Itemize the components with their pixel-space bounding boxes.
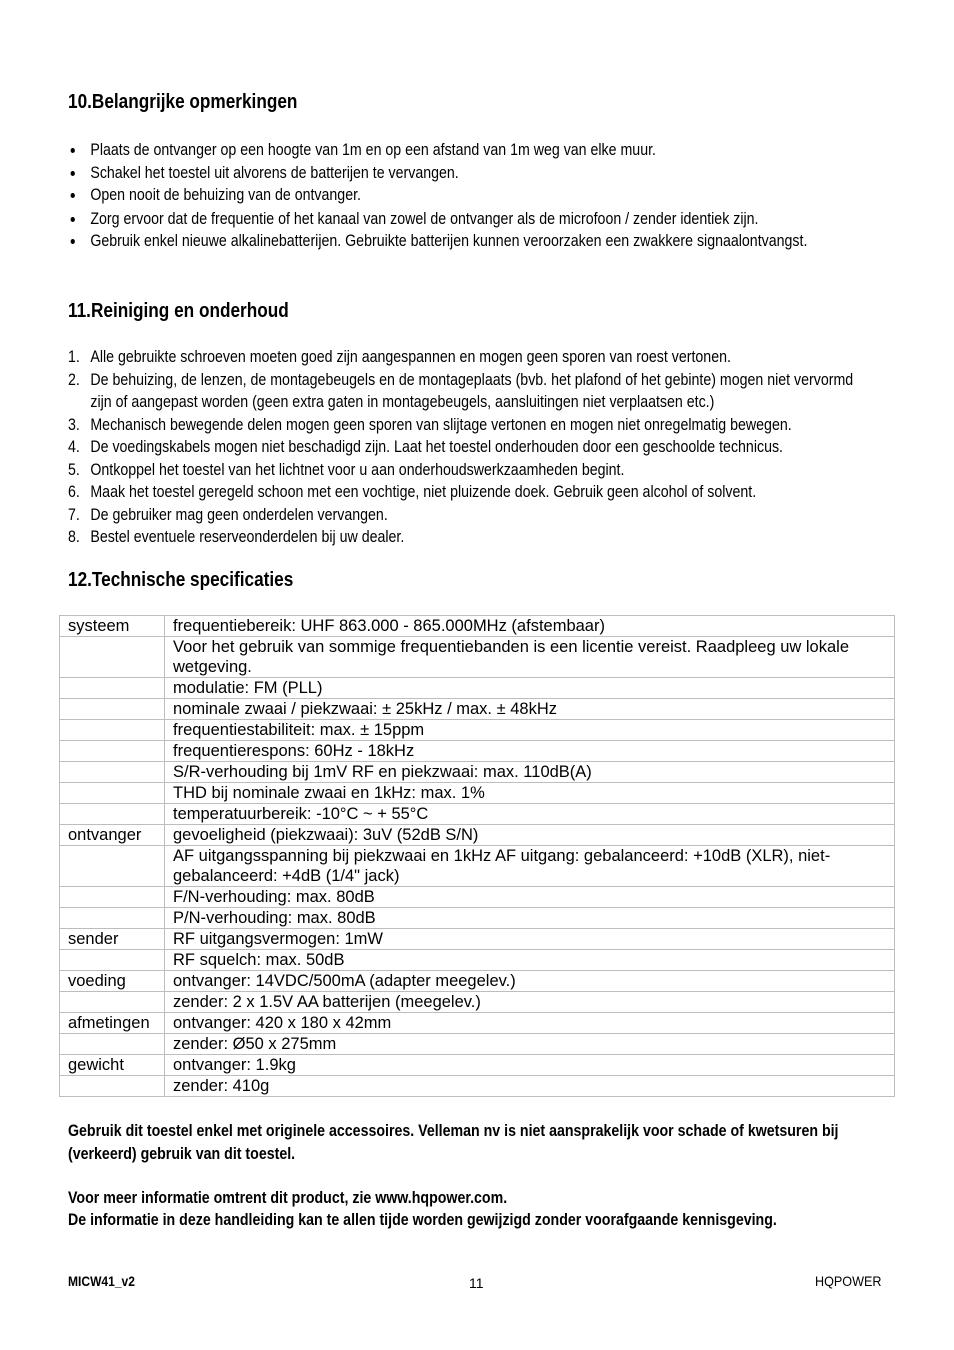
- spec-value: RF uitgangsvermogen: 1mW: [165, 929, 895, 950]
- spec-value: RF squelch: max. 50dB: [165, 950, 895, 971]
- table-row: [60, 616, 895, 637]
- spec-category: ontvanger: [60, 825, 165, 846]
- spec-category: [60, 678, 165, 699]
- spec-value: frequentierespons: 60Hz - 18kHz: [165, 741, 895, 762]
- spec-category: [60, 992, 165, 1013]
- spec-category: [60, 783, 165, 804]
- accessories-note: Gebruik dit toestel enkel met originele accessoires. Velleman nv is niet aansprakelijk voor schade of kwetsuren bij (verkeerd) gebruik van dit toestel.: [68, 1122, 839, 1163]
- table-row: [60, 762, 895, 783]
- list-item: Gebruik enkel nieuwe alkalinebatterijen. Gebruikte batterijen kunnen veroorzaken een zwakkere signaalontvangst.: [68, 230, 868, 253]
- spec-value: S/R-verhouding bij 1mV RF en piekzwaai: max. 110dB(A): [165, 762, 895, 783]
- table-row: [60, 1013, 895, 1034]
- table-row: [60, 783, 895, 804]
- table-row: [60, 678, 895, 699]
- spec-value: THD bij nominale zwaai en 1kHz: max. 1%: [165, 783, 895, 804]
- table-row: [60, 908, 895, 929]
- spec-category: sender: [60, 929, 165, 950]
- spec-value: frequentiestabiliteit: max. ± 15ppm: [165, 720, 895, 741]
- spec-category: [60, 699, 165, 720]
- spec-category: [60, 741, 165, 762]
- spec-category: [60, 720, 165, 741]
- footer-page-number: 11: [469, 1275, 484, 1291]
- table-row: [60, 699, 895, 720]
- footer-model: MICW41_v2: [68, 1273, 135, 1289]
- table-row: [60, 992, 895, 1013]
- list-item: 3. Mechanisch bewegende delen mogen geen sporen van slijtage vertonen en mogen niet onregelmatig bewegen.: [68, 415, 792, 434]
- table-row: [60, 1034, 895, 1055]
- list-item: 1. Alle gebruikte schroeven moeten goed zijn aangespannen en mogen geen sporen van roest vertonen.: [68, 348, 731, 366]
- section-11-heading: 11.Reiniging en onderhoud: [68, 300, 289, 322]
- spec-category: [60, 637, 165, 678]
- spec-category: voeding: [60, 971, 165, 992]
- footer-brand: HQPOWER: [815, 1273, 882, 1289]
- table-row: [60, 846, 895, 887]
- list-item: Zorg ervoor dat de frequentie of het kanaal van zowel de ontvanger als de microfoon / zender identiek zijn.: [68, 208, 868, 231]
- section-10-heading: 10.Belangrijke opmerkingen: [68, 91, 298, 113]
- list-item: Open nooit de behuizing van de ontvanger.: [68, 184, 868, 207]
- spec-category: [60, 846, 165, 887]
- table-row: [60, 1055, 895, 1076]
- spec-value: frequentiebereik: UHF 863.000 - 865.000MHz (afstembaar): [165, 616, 895, 637]
- spec-value: gevoeligheid (piekzwaai): 3uV (52dB S/N): [165, 825, 895, 846]
- table-row: [60, 741, 895, 762]
- spec-value: nominale zwaai / piekzwaai: ± 25kHz / max. ± 48kHz: [165, 699, 895, 720]
- list-item: Schakel het toestel uit alvorens de batterijen te vervangen.: [68, 162, 868, 185]
- table-row: [60, 637, 895, 678]
- list-item: 5. Ontkoppel het toestel van het lichtnet voor u aan onderhoudswerkzaamheden begint.: [68, 460, 625, 479]
- table-row: [60, 825, 895, 846]
- spec-value: AF uitgangsspanning bij piekzwaai en 1kHz AF uitgang: gebalanceerd: +10dB (XLR), niet-gebalanceerd: +4dB (1/4" jack): [165, 846, 895, 887]
- spec-value: zender: Ø50 x 275mm: [165, 1034, 895, 1055]
- spec-category: [60, 908, 165, 929]
- list-item: 6. Maak het toestel geregeld schoon met een vochtige, niet pluizende doek. Gebruik geen alcohol of solvent.: [68, 483, 757, 501]
- table-row: [60, 929, 895, 950]
- list-item: 7. De gebruiker mag geen onderdelen vervangen.: [68, 505, 388, 524]
- maintenance-list: [68, 346, 868, 549]
- spec-table: [59, 615, 895, 1097]
- spec-category: [60, 1076, 165, 1097]
- spec-value: zender: 2 x 1.5V AA batterijen (meegelev.): [165, 992, 895, 1013]
- table-row: [60, 950, 895, 971]
- spec-value: P/N-verhouding: max. 80dB: [165, 908, 895, 929]
- notes-bullet-list: [68, 139, 868, 253]
- spec-category: [60, 804, 165, 825]
- spec-category: [60, 762, 165, 783]
- spec-value: modulatie: FM (PLL): [165, 678, 895, 699]
- section-12-heading: 12.Technische specificaties: [68, 569, 294, 591]
- spec-category: [60, 950, 165, 971]
- spec-category: afmetingen: [60, 1013, 165, 1034]
- spec-category: gewicht: [60, 1055, 165, 1076]
- list-item: Plaats de ontvanger op een hoogte van 1m en op een afstand van 1m weg van elke muur.: [68, 139, 868, 162]
- spec-category: systeem: [60, 616, 165, 637]
- table-row: [60, 971, 895, 992]
- table-row: [60, 887, 895, 908]
- list-item: 8. Bestel eventuele reserveonderdelen bij uw dealer.: [68, 528, 405, 546]
- table-row: [60, 804, 895, 825]
- spec-value: ontvanger: 14VDC/500mA (adapter meegelev.): [165, 971, 895, 992]
- table-row: [60, 720, 895, 741]
- spec-value: temperatuurbereik: -10°C ~ + 55°C: [165, 804, 895, 825]
- spec-value: Voor het gebruik van sommige frequentiebanden is een licentie vereist. Raadpleeg uw lokale wetgeving.: [165, 637, 895, 678]
- list-item: 2. De behuizing, de lenzen, de montagebeugels en de montageplaats (bvb. het plafond of het gebinte) mogen niet vervormd zijn of aangepast worden (geen extra gaten in montagebeugels, aansluitingen niet verplaatsen etc.): [68, 370, 854, 411]
- spec-value: ontvanger: 420 x 180 x 42mm: [165, 1013, 895, 1034]
- more-info-note: Voor meer informatie omtrent dit product, zie www.hqpower.com.: [68, 1189, 508, 1207]
- spec-value: ontvanger: 1.9kg: [165, 1055, 895, 1076]
- spec-category: [60, 887, 165, 908]
- spec-value: zender: 410g: [165, 1076, 895, 1097]
- spec-category: [60, 1034, 165, 1055]
- disclaimer-note: De informatie in deze handleiding kan te allen tijde worden gewijzigd zonder voorafgaande kennisgeving.: [68, 1211, 777, 1229]
- table-row: [60, 1076, 895, 1097]
- list-item: 4. De voedingskabels mogen niet beschadigd zijn. Laat het toestel onderhouden door een geschoolde technicus.: [68, 438, 784, 456]
- spec-value: F/N-verhouding: max. 80dB: [165, 887, 895, 908]
